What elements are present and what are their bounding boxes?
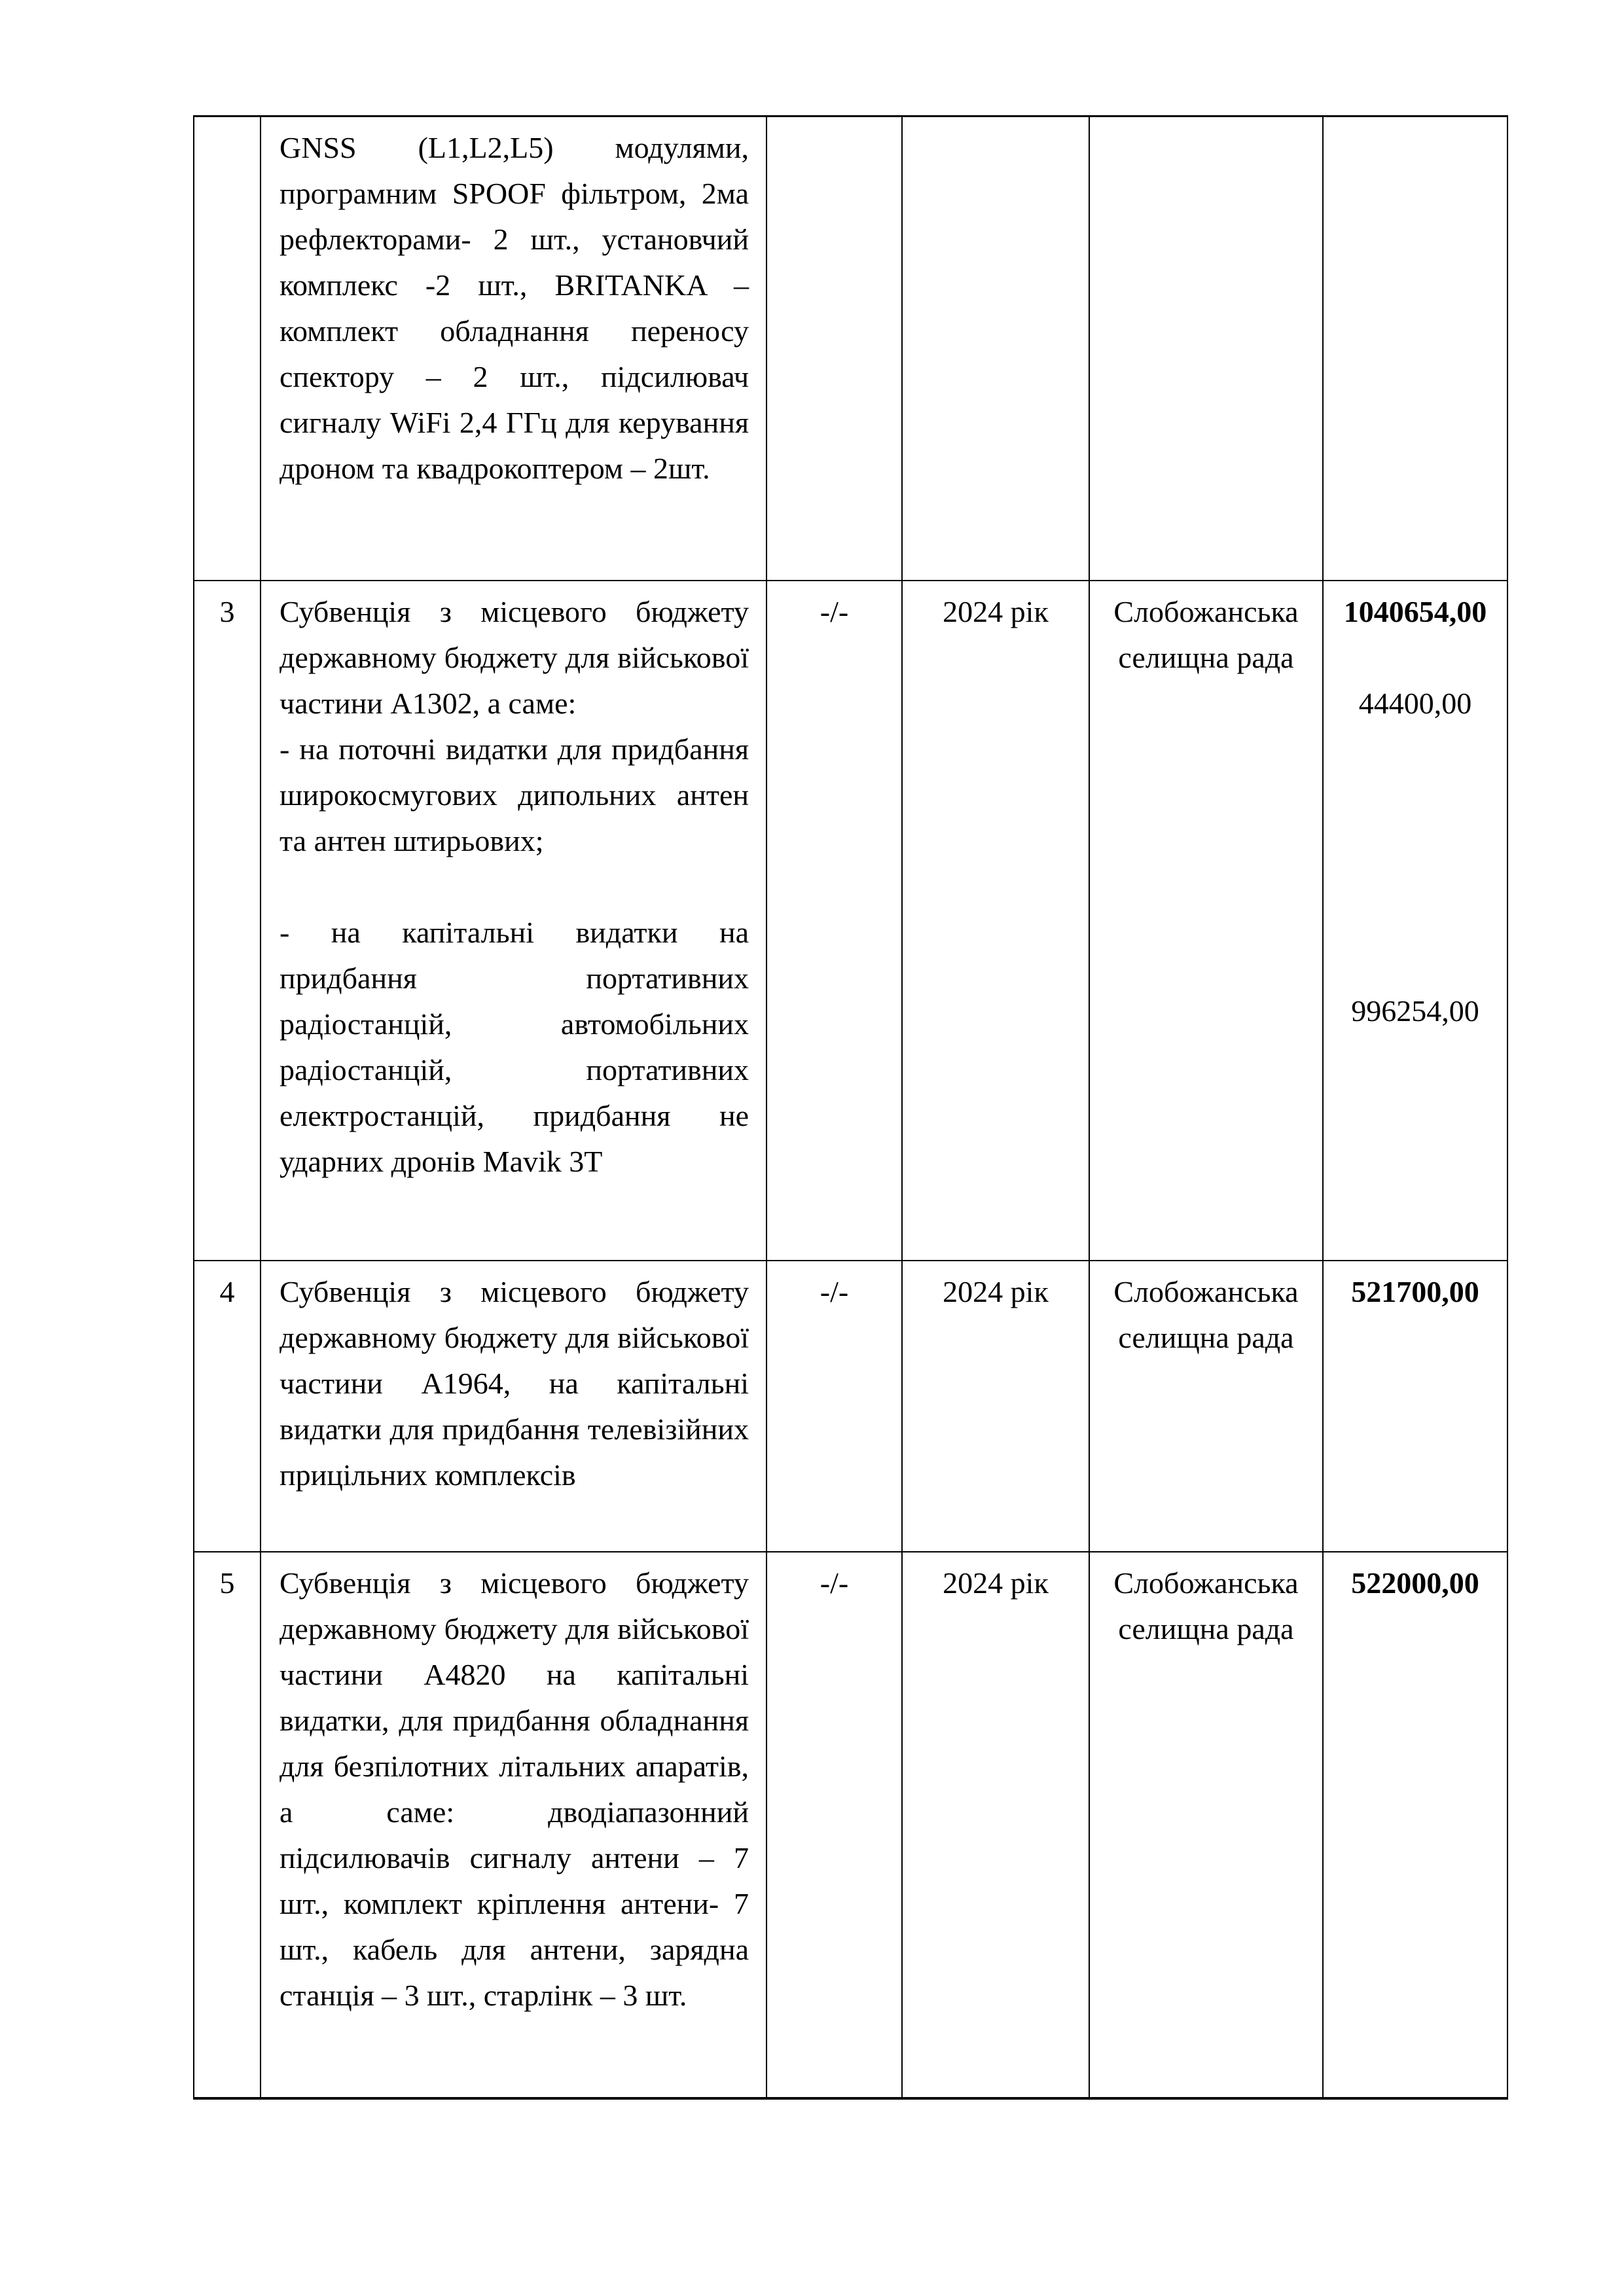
dash-mark: -/- xyxy=(820,595,849,628)
row-number-cell xyxy=(194,1552,261,2098)
row-number: 5 xyxy=(219,1566,235,1600)
amount-part: 996254,00 xyxy=(1351,994,1479,1028)
amount-total: 1040654,00 xyxy=(1343,595,1487,628)
amount-cell xyxy=(1323,1261,1507,1552)
funding-source: Слобожанська селищна рада xyxy=(1113,1566,1299,1645)
amount-cell xyxy=(1323,117,1507,581)
amount-cell xyxy=(1323,581,1507,1261)
description-cell xyxy=(261,1552,767,2098)
description-cell xyxy=(261,1261,767,1552)
table-row xyxy=(194,1552,1507,2098)
period-cell xyxy=(902,1261,1089,1552)
row-number: 4 xyxy=(219,1275,235,1308)
description-paragraph: Субвенція з місцевого бюджету державному бюджету для військової частини А1302, а саме: xyxy=(280,595,749,720)
amount-cell xyxy=(1323,1552,1507,2098)
table-row xyxy=(194,1261,1507,1552)
description-paragraph: Субвенція з місцевого бюджету державному бюджету для військової частини А4820 на капітальні видатки, для придбання обладнання для безпілотних літальних апаратів, а саме: дводіапазонний підсилювачів сигналу антени – 7 шт., комплект кріплення антени- 7 шт., кабель для антени, зарядна станція – 3 шт., старлінк – 3 шт. xyxy=(280,1566,749,2012)
funder-cell xyxy=(1089,1552,1323,2098)
description-cell xyxy=(261,117,767,581)
description-paragraph: Субвенція з місцевого бюджету державному бюджету для військової частини А1964, на капітальні видатки для придбання телевізійних прицільних комплексів xyxy=(280,1275,749,1492)
period-cell xyxy=(902,117,1089,581)
row-number-cell xyxy=(194,117,261,581)
note-cell xyxy=(767,1261,902,1552)
description-paragraph: - на поточні видатки для придбання широкосмугових дипольних антен та антен штирьових; xyxy=(280,732,749,857)
note-cell xyxy=(767,581,902,1261)
funding-period: 2024 рік xyxy=(943,1566,1049,1600)
funding-source: Слобожанська селищна рада xyxy=(1113,595,1299,674)
period-cell xyxy=(902,1552,1089,2098)
table-row xyxy=(194,581,1507,1261)
table-row xyxy=(194,117,1507,581)
note-cell xyxy=(767,1552,902,2098)
funder-cell xyxy=(1089,581,1323,1261)
subvention-table xyxy=(193,115,1508,2100)
row-number-cell xyxy=(194,1261,261,1552)
dash-mark: -/- xyxy=(820,1275,849,1308)
amount-part: 44400,00 xyxy=(1358,687,1472,720)
period-cell xyxy=(902,581,1089,1261)
funding-period: 2024 рік xyxy=(943,595,1049,628)
amount-total: 522000,00 xyxy=(1351,1566,1479,1600)
funder-cell xyxy=(1089,1261,1323,1552)
row-number-cell xyxy=(194,581,261,1261)
description-paragraph: GNSS (L1,L2,L5) модулями, програмним SPOOF фільтром, 2ма рефлекторами- 2 шт., установчий комплекс -2 шт., BRITANKA – комплект обладнання переносу спектору – 2 шт., підсилювач сигналу WiFi 2,4 ГГц для керування дроном та квадрокоптером – 2шт. xyxy=(280,131,749,485)
description-paragraph: - на капітальні видатки на придбання портативних радіостанцій, автомобільних радіостанцій, портативних електростанцій, придбання не ударних дронів Mavik 3Т xyxy=(280,916,749,1178)
row-number: 3 xyxy=(219,595,235,628)
funding-period: 2024 рік xyxy=(943,1275,1049,1308)
funding-source: Слобожанська селищна рада xyxy=(1113,1275,1299,1354)
amount-total: 521700,00 xyxy=(1351,1275,1479,1308)
dash-mark: -/- xyxy=(820,1566,849,1600)
funder-cell xyxy=(1089,117,1323,581)
description-cell xyxy=(261,581,767,1261)
note-cell xyxy=(767,117,902,581)
